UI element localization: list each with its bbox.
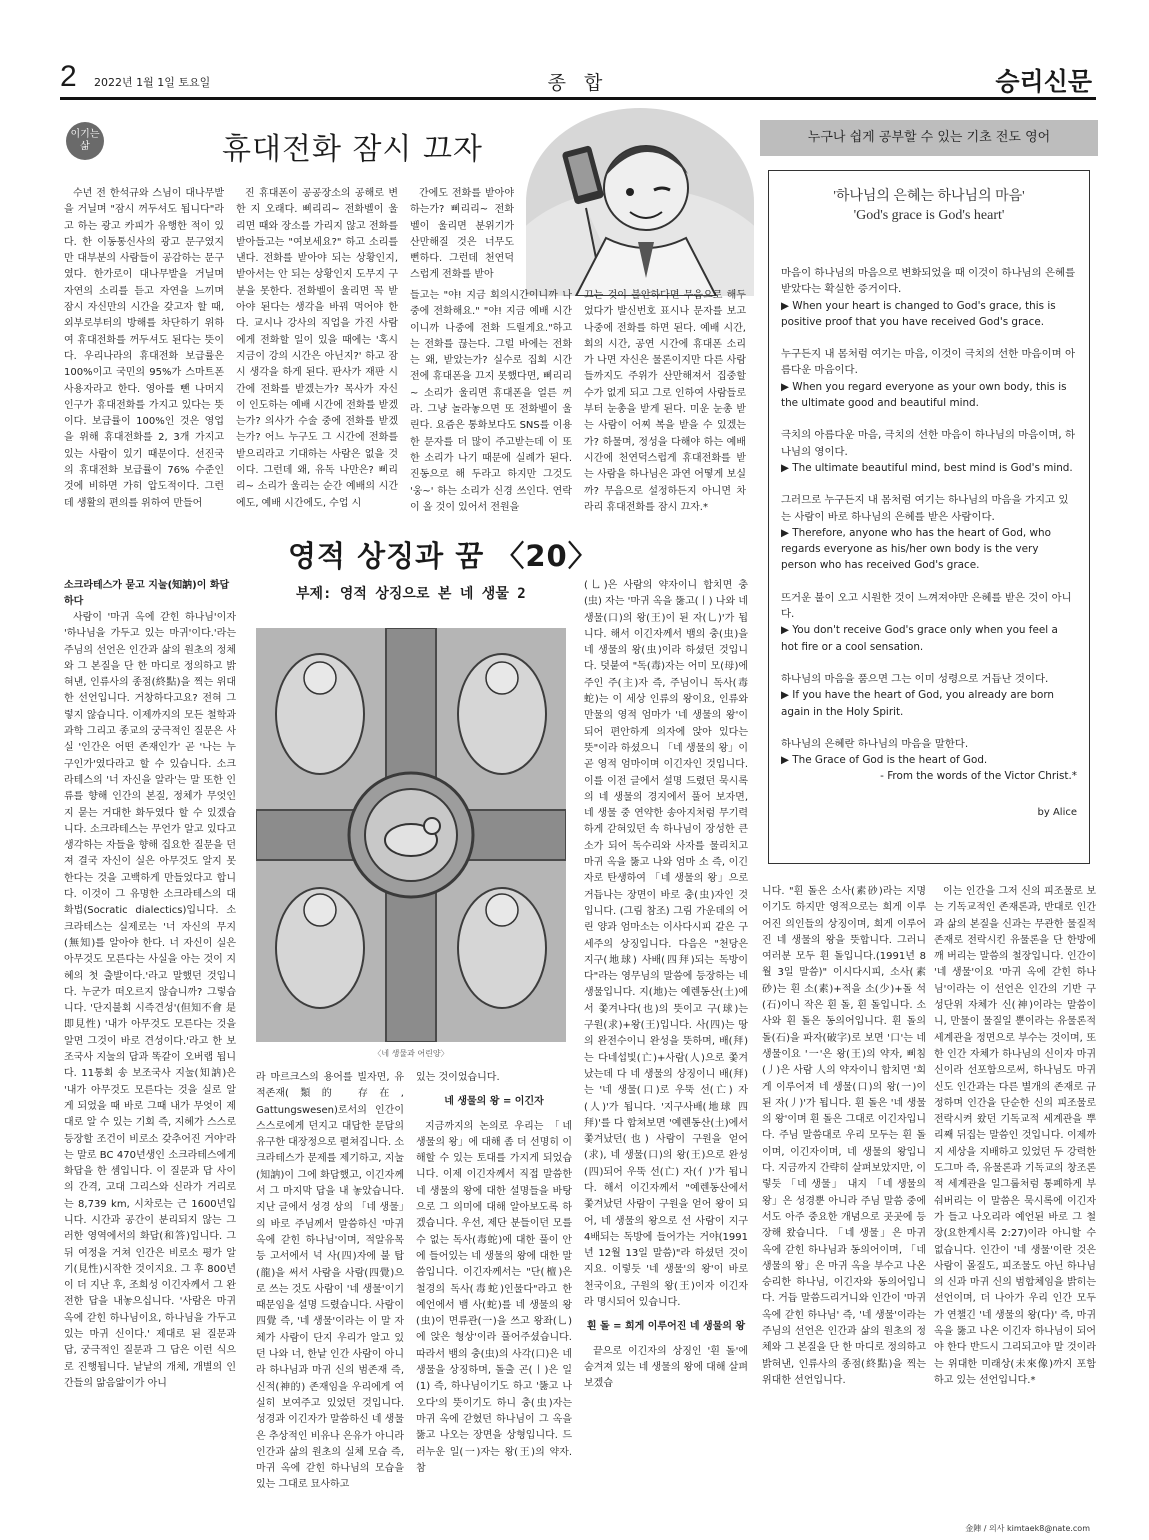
article1-column-2: 진 휴대폰이 공공장소의 공해로 변한 지 오래다. 삐리리~ 전화벨이 울리면 때와 장소를 가리지 않고 전화를 받아들고는 "여보세요?" 하고 소리를 낸다. 전화를 받아야 되는 상황인지, 받아서는 안 되는 상황인지 도무지 구분을 못한다. 전화벨이 울리면 꼭 받아야 된다는 생각을 바꿔 먹어야 한다. 교시나 강사의 직업을 가진 사람에게 전화할 일이 있을 때에는 '혹시 지금이 강의 시간은 아닌지?' 하고 잠시 생각을 하게 된다. 판사가 재판 시간에 전화를 받겠는가? 목사가 자신이 인도하는 예배 시간에 전화를 받겠는가? 의사가 수술 중에 전화를 받겠는가? 어느 누구도 그 시간에 전화를 받으리라고 기대하는 사람은 없을 것이다. 그런데 왜, 유독 나만은? 삐리리~ 소리가 울리는 순간 예배의 시간에도, 예배 시간에도, 수업 시 [236,188,398,509]
article1-column-3b: 들고는 "야! 지금 회의시간이니까 나중에 전화해요." "야! 지금 예배 시간이니까 나중에 전화 드릴게요."하고는 전화를 끊는다. 그럴 바에는 전화는 왜, 받았는가? 실수로 집회 시간 전에 휴대폰을 끄지 못했다면, 삐리리~ 소리가 울리면 휴대폰을 얼른 꺼라. 그냥 놀라놓으면 또 전화벨이 울린다. 요즘은 통화보다도 SNS를 이용한 문자를 더 많이 주고받는데 이 또한 소리가 나기 때문에 실례가 된다. 진동으로 해 두라고 하지만 그것도 '웅~' 하는 소리가 신경 쓰인다. 연락이 올 것이 있어서 전원을 [410,290,572,512]
footer-credit: 金陣 / 의사 kimtaek8@nate.com [965,1524,1090,1533]
column-badge: 이기는 삶 [66,122,104,160]
sidebar-item: 누구든지 내 몸처럼 여기는 마음, 이것이 극치의 선한 마음이며 아름다운 마음이다. ▶ When you regard everyone as your own body, this is the ultimate good and beautiful mind. [781,348,1075,410]
sidebar-box [768,170,1090,864]
sidebar-title: 누구나 쉽게 공부할 수 있는 기초 전도 영어 [760,120,1098,156]
carving-image [256,628,566,1042]
article2-lead: 소크라테스가 묻고 지눌(知訥)이 화답하다 [64,580,230,607]
masthead [60,60,1096,100]
sidebar-item: 하나님의 은혜란 하나님의 마음을 말한다. ▶ The Grace of God is the heart of God. [781,737,988,767]
sidebar-item: 마음이 하나님의 마음으로 변화되었을 때 이것이 하나님의 은혜를 받았다는 확실한 증거이다. ▶ When your heart is changed to God's grace, this is positive proof that you have received God's grace. [781,267,1076,328]
article2-column-d: (乚)은 사람의 약자이니 합치면 충(虫) 자는 '마귀 옥을 뚫고(丨) 나와 네 생물(口)의 왕(王)이 된 자(乚)'가 됩니다. 해서 이긴자께서 뱀의 충(虫)을 네 생물의 왕(虫)이라 하셨던 것입니다. 덧붙여 "독(毒)자는 어미 모(母)에 주인 주(主)자 즉, 주님이니 독사(毒蛇)는 이 세상 인류의 왕이요, 인류와 만물의 영적 엄마가 '네 생물의 왕'이 되어 편안하게 의자에 앉아 있다는 뜻"이라 하셨으니 「네 생물의 왕」이 곧 영적 엄마이며 이긴자인 것입니다. 이를 이전 글에서 설명 드렸던 묵시록의 네 생물의 경지에서 풀어 보자면, 네 생물 중 연약한 송아지처럼 무기력하게 갇혀있던 속 하나님이 장성한 큰 소가 되어 독수리와 사자를 물리치고 마귀 옥을 뚫고 나와 엄마 소 즉, 이긴자로 탄생하여 「네 생물의 왕」으로 거듭나는 장면이 바로 충(虫)자인 것입니다. (그림 참조) 그림 가운데의 어린 양과 엄마소는 이사다시피 같은 구세주의 상징입니다. 다음은 "천당은 지구(地球) 사배(四拜)되는 독방이다"라는 영무님의 말씀에 등장하는 네 생물입니다. 지(地)는 예렌동산(土)에서 쫓겨나다(也)의 뜻이고 구(球)는 구원(求)+왕(王)입니다. 사(四)는 땅의 완전수이니 완성을 뜻하며, 배(拜)는 다네섭빛(亡)+사람(人)으로 쫓겨났는데 다 네 생물의 상징이니 배(拜)는 '네 생물(口)로 우뚝 선(亡) 자(人)'가 됩니다. '지구사배(地球 四拜)'를 다 합쳐보면 '예렌동산(土)에서 쫓겨났던(也) 사람이 구원을 얻어(求), 네 생물(口)의 왕(王)으로 완성(四)되어 우뚝 선(亡) 자(亻)'가 됩니다. 해서 이긴자께서 "예렌동산에서 쫓겨났던 사람이 구원을 얻어 왕이 되어, 네 생물의 왕으로 선 사람이 지구 4배되는 독방에 들어가는 거야(1991년 12월 13일 말씀)"라 하셨던 것이지요. 이렇듯 '네 생물'의 왕'이 바로 천국이요, 구원의 왕(王)이자 이긴자라 명시되어 있습니다. 흰 돌 = 희게 이루어진 네 생물의 왕 끝으로 이긴자의 상징인 '흰 돌'에 숨겨져 있는 네 생물의 왕에 대해 살펴보겠습 [584,580,748,1390]
sidebar-byline: by Alice [1037,806,1077,818]
section-subhead: 흰 돌 = 희게 이루어진 네 생물의 왕 [586,1321,746,1333]
sidebar-intro-en: 'God's grace is God's heart' [853,208,1005,223]
article2-column-a: 사람이 '마귀 옥에 갇힌 하나님'이자 '하나님을 가두고 있는 마귀'이다.'라는 주님의 선언은 인간과 삶의 원초의 정체와 그 본질을 단 한 마디로 정의하고 밝혀낸, 인류사의 종점(終點)을 찍는 위대한 선언입니다. 거창하다고요? 전혀 그렇지 않습니다. 이제까지의 모든 철학과 과학 그리고 종교의 궁극적인 질문은 사실 '인간은 어떤 존재인가' 곧 '나는 누구인가'였다라고 할 수 있습니다. 소크라테스의 '너 자신을 알라'는 말 또한 인류를 향해 인간의 본질, 정체가 무엇인지 묻는 거대한 화두였다 할 수 있겠습니다. 소크라테스는 무언가 알고 있다고 생각하는 자들을 향해 집요한 질문을 던져 결국 자신이 실은 아무것도 알지 못한다는 것을 고백하게 만들었다고 합니다. 이것이 그 유명한 소크라테스의 대화법(Socratic dialectics)입니다. 소크라테스는 실제로는 '너 자신의 무지(無知)를 알아야 한다. 너 자신이 실은 아무것도 모른다는 사실을 아는 것이 지혜의 첫 출발이다.'라고 말했던 것입니다. 누군가 떠오르지 않습니까? 그렇습니다. '단지불회 시즉견성'(但知不會 是即見性) '내가 아무것도 모른다는 것을 알면 그것이 바로 견성이다.'라고 한 보조국사 지눌의 답과 똑같이 오버랩 됩니다. 11통회 송 보조국사 지눌(知訥)은 '내가 아무것도 모른다는 것을 실로 알게 되었을 때 바로 그때 내가 무엇이 제대로 알 수 있는 기회 즉, 지혜가 스스로 등장할 조건이 비로소 갖추어진 거야'라는 말로 BC 470년생인 소크라테스에게 화답을 한 셈입니다. 이 질문과 답 사이의 간격, 고대 그리스와 신라가 거리로는 8,739 km, 시차로는 근 1600년입니다. 시간과 공간이 분리되지 않는 그러한 영역에서의 화답(和答)입니다. 그 뒤 여정을 거쳐 인간은 비로소 평가 알기(見性)시작한 것이지요. 그 후 800년이 더 지난 후, 조희성 이긴자께서 그 완전한 답을 내놓으십니다. '사람은 마귀 옥에 갇힌 하나님이요, 하나님을 가두고 있는 마귀 신이다.' 제대로 된 질문과 답, 궁극적인 질문과 그 답은 이런 식으로 진행됩니다. 낱낱의 개체, 개별의 인간들의 앎음앎이가 아니 [64,612,236,1389]
article2-column-f: 이는 인간을 그저 신의 피조물로 보는 기독교적인 존재론과, 반대로 인간과 삶의 본질을 신과는 무관한 물질적 존재로 전락시킨 유물론을 단 한방에 깨 버리는 말씀의 철장입니다. 인간이 '네 생물'이요 '마귀 옥에 갇힌 하나님'이라는 이 선언은 인간의 기반 구성단위 자체가 신(神)이라는 말씀이니, 만물이 물질일 뿐이라는 유물론적 세계관을 정면으로 부수는 것이며, 또한 인간 자체가 하나님의 신이자 마귀 신이라 선포함으로써, 하나님도 마귀 신도 인간과는 다른 별개의 존재로 규정하며 인간을 단순한 신의 피조물로 전락시켜 왔던 기독교적 세계관을 뿌리째 뒤집는 말씀인 것입니다. 이제까지 세상을 지배하고 있었던 두 강력한 도그마 즉, 유물론과 기독교의 창조론적 세계관을 일그룹처럼 통폐하게 부숴버리는 이 말씀은 묵시록에 이긴자가 들고 나오리라 예언된 바로 그 철장(요한계시록 2:27)이라 아니할 수 없습니다. 인간이 '네 생물'이란 것은 사람이 몰질도, 피조물도 아닌 하나님의 신과 마귀 신의 범합체임을 밝히는 선언이며, 더 나아가 우리 인간 모두가 연챌긴 '네 생물의 왕(다)' 즉, 마귀 옥을 뚫고 나온 이긴자 하나님이 되어야 한다 반드시 그리되고야 말 것이라는 위대한 미래상(未來像)까지 포함하고 있는 선언입니다.* [934,886,1096,1386]
article2-column-e: 니다. "흰 돌은 소사(素砂)라는 지명이기도 하지만 영적으로는 희게 이루어진 의인들의 상징이며, 희게 이루어진 네 생물의 왕을 뜻합니다. 그러니 여러분 모두 흰 돌입니다.(1991년 8월 3일 말씀)" 이시다시피, 소사(素砂)는 흰 소(素)+적을 소(少)+돌 석(石)이니 작은 흰 돌, 흰 돌입니다. 소사와 흰 돌은 동의어입니다. 흰 돌의 돌(石)을 파자(破字)로 보면 '口'는 네 생물이요 '一'은 왕(王)의 약자, 삐침(丿)은 사람 人의 약자이니 합치면 '희게 이루어져 네 생물(口)의 왕(一)이 된 자(丿)'가 됩니다. 흰 돌은 '네 생물의 왕'이며 흰 돌은 그대로 이긴자입니다. 주님 말씀대로 우리 모두는 흰 돌이며, 이긴자이며, 네 생물의 왕입니다. 지금까지 간략히 살펴보았지만, 이렇듯 「네 생물」 내지 「네 생물의 왕」은 성경뿐 아니라 주님 말씀 중에서도 아주 중요한 개념으로 곳곳에 등장해 왔습니다. 「네 생물」은 마귀 옥에 갇힌 하나님과 동의어이며, 「네 생물의 왕」은 마귀 옥을 부수고 나온 승리한 하나님, 이긴자와 동의어입니다. 거듭 말씀드리거니와 인간이 '마귀 옥에 갇힌 하나님' 즉, '네 생물'이라는 주님의 선언은 인간과 삶의 원초의 정체와 그 본질을 단 한 마디로 정의하고 밝혀낸, 인류사의 종점(終點)을 찍는 위대한 선언입니다. [762,886,926,1386]
sidebar-items [781,265,1077,821]
sidebar-item: 뜨거운 불이 오고 시원한 것이 느껴져야만 은혜를 받은 것이 아니다. ▶ You don't receive God's grace only when you feel a hot fire or a cool sensation. [781,591,1072,653]
sidebar-item: 그러므로 누구든지 내 몸처럼 여기는 하나님의 마음을 가지고 있는 사람이 바로 하나님의 은혜를 받은 사람이다. ▶ Therefore, anyone who has the heart of God, who regards everyone as his/her own body is the very person who has received God's grace. [781,494,1069,572]
article-title: 휴대전화 잠시 끄자 [222,132,483,167]
article1-column-4: 끄는 것이 불안하다면 무음으로 해두었다가 발신번호 표시나 문자를 보고 나중에 전화를 하면 된다. 예배 시간, 회의 시간, 공연 시간에 휴대폰 소리가 나면 자신은 물론이지만 다른 사람들까지도 주위가 산만해져서 집중할 수가 없게 되고 그로 인하여 사람들로부터 눈총을 받게 된다. 미운 눈총 받는 사람이 어찌 복을 받을 수 있겠는가? 하물며, 정성을 다해야 하는 예배 시간에 천연덕스럽게 휴대전화를 받는 사람을 하나님은 과연 어떻게 보실까? 무음으로 설정하든지 아니면 차라리 휴대전화를 잠시 끄자.* [584,290,746,512]
section-title: 종 합 [547,72,609,94]
newspaper-logo: 승리신문 [995,67,1092,96]
issue-date: 2022년 1월 1일 토요일 [94,76,211,89]
sidebar-item: 극치의 아름다운 마음, 극치의 선한 마음이 하나님의 마음이며, 하나님의 영이다. ▶ The ultimate beautiful mind, best mind is God's mind. [781,429,1075,474]
article2-subtitle: 부제: 영적 상징으로 본 네 생물 2 [296,586,526,602]
page-number: 2 [60,60,77,93]
section-subhead: 네 생물의 왕 = 이긴자 [444,1096,544,1108]
sidebar-item: 하나님의 마음을 품으면 그는 이미 성령으로 거듭난 것이다. ▶ If you have the heart of God, you already are born again in the Holy Spirit. [781,672,1055,718]
sidebar-intro-ko: '하나님의 은혜는 하나님의 마음' [833,189,1025,204]
article2-column-b: 라 마르크스의 용어를 빌자면, 유적존재(類的 存在, Gattungswesen)로서의 인간이 스스로에게 던지고 대답한 문답의 유구한 대장정으로 펼쳐집니다. 소크라테스가 문제를 제기하고, 지눌(知訥)이 그에 화답했고, 이긴자께서 그 마지막 답을 내 놓았습니다. 지난 글에서 성경 상의 「네 생물」의 바로 주님께서 말씀하신 '마귀 옥에 갇힌 하나님'이며, 적알유목 등 고서에서 넉 사(四)자에 불 탑(龍)을 써서 사람을 사람(四覺)으로 쓰는 것도 사람이 '네 생물'이기 때문임을 설명 드렸습니다. 사람이 四覺 즉, '네 생물'이라는 이 말 자체가 사람이 단지 우리가 알고 있던 나와 너, 한낱 인간 사람이 아니라 하나님과 마귀 신의 범존재 즉, 신적(神的) 존재임을 우리에게 여실히 보여주고 있었던 것입니다. 성경과 이긴자가 말씀하신 네 생물은 추상적인 비유나 은유가 아니라 인간과 삶의 원초의 실체 모습 즉, 마귀 옥에 갇힌 하나님의 모습을 있는 그대로 묘사하고 [256,1072,404,1491]
article2-title: 영적 상징과 꿈 〈20〉 [288,539,598,573]
sidebar-source: - From the words of the Victor Christ.* [880,770,1077,783]
article2-column-c: 있는 것이었습니다. 네 생물의 왕 = 이긴자 지금까지의 논의로 우리는 「네 생물의 왕」에 대해 좀 더 선명히 이해할 수 있는 토대를 가지게 되었습니다. 이제 이긴자께서 직접 말씀한 네 생물의 왕에 대한 설명들을 바탕으로 그 의미에 대해 알아보도록 하겠습니다. 우선, 제단 분들이던 모를 수 없는 독사(毒蛇)에 대한 풀이 안에 들어있는 네 생물의 왕에 대한 말씀입니다. 이긴자께서는 "단(檀)은 철경의 독사(毒蛇)인물다"라고 한 예언에서 뱀 사(蛇)를 네 생물의 왕(虫)이 면류관(一)을 쓰고 왕좌(乚)에 앉은 형상'이라 풀어주셨습니다. 따라서 뱀의 충(虫)의 사각(口)은 네 생물을 상징하며, 돌출 곤(丨)은 일(1) 즉, 하나님이기도 하고 '뚫고 나오다'의 뜻이기도 하니 충(虫)자는 마귀 옥에 갇혔던 하나님이 그 옥을 뚫고 나오는 장면을 상형입니다. 드러누운 일(一)자는 왕(王)의 약자. 참 [416,1072,572,1474]
article1-column-3a: 간에도 전화를 받아야 하는가? 삐리리~ 전화벨이 울리면 분위기가 산만해질 것은 너무도 뻔하다. 그런데 천연덕스럽게 전화를 받아 [410,188,514,281]
article1-column-1: 수년 전 한석규와 스님이 대나무밭을 거닐며 "잠시 꺼두셔도 됩니다"라고 하는 광고 카피가 유행한 적이 있다. 한 이동통신사의 광고 문구였지만 대부분의 사람들이 공감하는 문구였다. 한가로이 대나무밭을 거닐며 자연의 소리를 듣고 자연을 느끼며 잠시 자신만의 시간을 갖고자 할 때, 외부로부터의 방해를 차단하기 위하여 휴대전화를 꺼두셔도 된다는 뜻이다. 우리나라의 휴대전화 보급률은 100%이고 국민의 95%가 스마트폰 사용자라고 한다. 영아를 뺀 나머지 인구가 휴대전화를 가지고 있다는 뜻이다. 보급률이 100%인 것은 영업을 위해 휴대전화를 2, 3개 가지고 있는 사람이 있기 때문이다. 선진국의 휴대전화 보급률이 76% 수준인 것에 비하면 가히 압도적이다. 그런데 생활의 편의를 위하여 만들어 [64,188,224,509]
article-illustration [526,108,754,296]
image-caption: 〈네 생물과 어린양〉 [373,1049,449,1058]
